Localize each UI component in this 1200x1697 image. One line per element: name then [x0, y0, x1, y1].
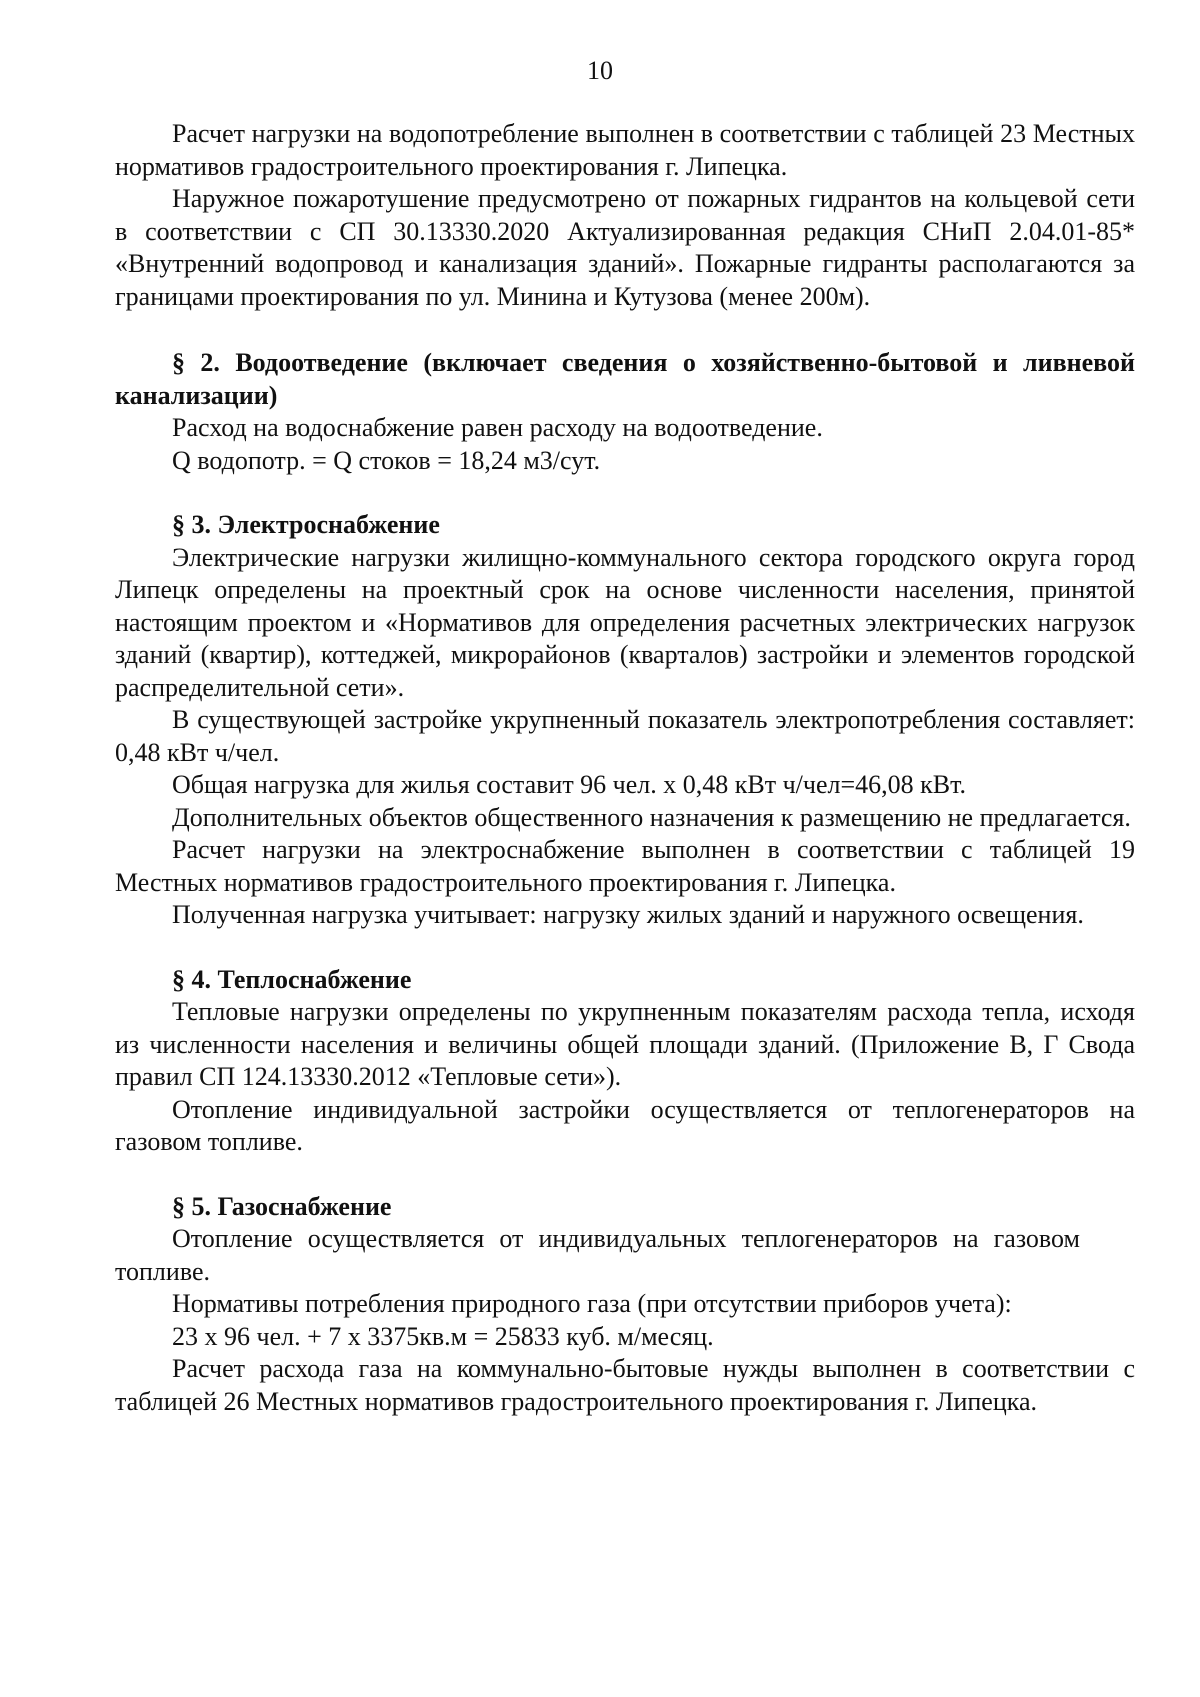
section-4-paragraph-2: Отопление индивидуальной застройки осуществляется от теплогенераторов на газовом топливе. [115, 1094, 1135, 1156]
section-3-paragraph-6: Полученная нагрузка учитывает: нагрузку жилых зданий и наружного освещения. [172, 900, 1084, 929]
section-2-paragraph-1: Расход на водоснабжение равен расходу на водоотведение. [172, 413, 823, 442]
section-3-paragraph-4: Дополнительных объектов общественного назначения к размещению не предлагается. [172, 802, 1131, 832]
document-body [115, 118, 1135, 1418]
fire-hydrants-paragraph: Наружное пожаротушение предусмотрено от пожарных гидрантов на кольцевой сети в соответствии с СП 30.13330.2020 Актуализированная редакция СНиП 2.04.01-85* «Внутренний водопровод и канализация зданий». Пожарные гидранты располагаются за границами проектирования по ул. Минина и Кутузова (менее 200м). [115, 184, 1135, 311]
water-supply-calc-paragraph: Расчет нагрузки на водопотребление выполнен в соответствии с таблицей 23 Местных нормативов градостроительного проектирования г. Липецка. [115, 119, 1135, 181]
section-3-heading: § 3. Электроснабжение [172, 510, 440, 539]
section-2-heading: § 2. Водоотведение (включает сведения о хозяйственно-бытовой и ливневой канализации) [115, 348, 1135, 410]
section-4-paragraph-1: Тепловые нагрузки определены по укрупненным показателям расхода тепла, исходя из численности населения и величины общей площади зданий. (Приложение В, Г Свода правил СП 124.13330.2012 «Тепловые сети»). [115, 997, 1135, 1091]
section-3-paragraph-3: Общая нагрузка для жилья составит 96 чел. х 0,48 кВт ч/чел=46,08 кВт. [172, 770, 967, 799]
section-5-paragraph-1: Отопление осуществляется от индивидуальных теплогенераторов на газовом топливе. [115, 1224, 1080, 1286]
section-3-paragraph-2: В существующей застройке укрупненный показатель электропотребления составляет: 0,48 кВт ч/чел. [115, 705, 1135, 767]
section-4-heading: § 4. Теплоснабжение [172, 964, 412, 994]
page-number: 10 [587, 56, 613, 85]
section-5-heading: § 5. Газоснабжение [172, 1191, 392, 1221]
section-2-formula: Q водопотр. = Q стоков = 18,24 м3/сут. [172, 445, 601, 475]
section-5-formula: 23 х 96 чел. + 7 х 3375кв.м = 25833 куб. м/месяц. [172, 1321, 714, 1351]
section-5-paragraph-4: Расчет расхода газа на коммунально-бытовые нужды выполнен в соответствии с таблицей 26 Местных нормативов градостроительного проектирования г. Липецка. [115, 1354, 1135, 1416]
section-5-paragraph-2: Нормативы потребления природного газа (при отсутствии приборов учета): [172, 1289, 1012, 1318]
section-3-paragraph-5: Расчет нагрузки на электроснабжение выполнен в соответствии с таблицей 19 Местных нормативов градостроительного проектирования г. Липецка. [115, 835, 1135, 897]
section-3-paragraph-1: Электрические нагрузки жилищно-коммунального сектора городского округа город Липецк определены на проектный срок на основе численности населения, принятой настоящим проектом и «Нормативов для определения расчетных электрических нагрузок зданий (квартир), коттеджей, микрорайонов (кварталов) застройки и элементов городской распределительной сети». [115, 542, 1135, 702]
